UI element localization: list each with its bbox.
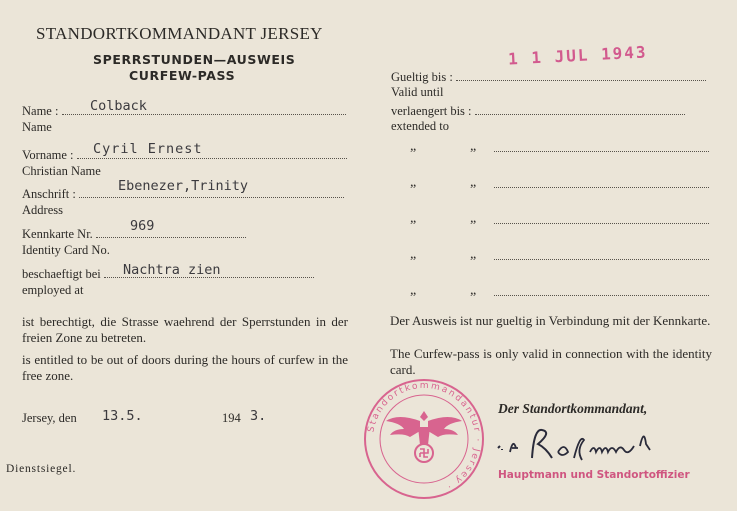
beschaeftigt-english: employed at [22,283,84,297]
validity-note-english: The Curfew-pass is only valid in connection with the identity card. [390,346,712,377]
svg-text:Standortkommandantur · Jersey: Standortkommandantur · Jersey · [366,380,483,492]
extended-to-english: extended to [391,119,449,133]
extension-dotted-line [494,295,709,296]
ditto-mark: „ [470,175,477,190]
ditto-mark: „ [410,175,417,190]
ditto-mark: „ [410,283,417,298]
ditto-mark: „ [410,139,417,154]
name-value: Colback [90,98,147,114]
place-label: Jersey, den [22,411,77,425]
extension-dotted-line [494,151,709,152]
name-label: Name : [22,104,59,118]
commandant-signature-heading: Der Standortkommandant, [498,401,648,416]
year-digit: 3. [250,408,267,424]
year-prefix: 194 [222,411,241,425]
ditto-mark: „ [470,139,477,154]
ditto-mark: „ [470,283,477,298]
vorname-value: Cyril Ernest [93,141,203,157]
validity-note-german: Der Ausweis ist nur gueltig in Verbindung mit der Kennkarte. [390,313,711,328]
subtitle-german: SPERRSTUNDEN—AUSWEIS [93,52,296,67]
kennkarte-english: Identity Card No. [22,243,110,257]
entitlement-english: is entitled to be out of doors during the hours of curfew in the free zone. [22,352,348,383]
beschaeftigt-value: Nachtra zien [123,262,221,278]
verlaengert-dotted-line [475,104,685,115]
beschaeftigt-label: beschaeftigt bei [22,267,101,281]
kennkarte-value: 969 [130,218,155,234]
kennkarte-label: Kennkarte Nr. [22,227,93,241]
commandant-title: STANDORTKOMMANDANT JERSEY [36,24,323,43]
ditto-mark: „ [410,211,417,226]
handwritten-signature [490,418,690,468]
vorname-english: Christian Name [22,164,101,178]
issue-date: 13.5. [102,408,143,424]
ditto-mark: „ [470,247,477,262]
official-eagle-seal-icon [362,377,486,501]
verlaengert-label: verlaengert bis : [391,104,472,118]
valid-until-english: Valid until [391,85,444,99]
subtitle-english: CURFEW-PASS [129,68,236,83]
name-english: Name [22,120,52,134]
anschrift-label: Anschrift : [22,187,76,201]
officer-position-stamp: Hauptmann und Standortoffizier [498,469,690,481]
verlaengert-row [391,104,685,119]
gueltig-dotted-line [456,70,706,81]
extension-dotted-line [494,223,709,224]
validity-date-stamp: 1 1 JUL 1943 [507,42,648,69]
gueltig-label: Gueltig bis : [391,70,453,84]
extension-dotted-line [494,259,709,260]
vorname-label: Vorname : [22,148,74,162]
ditto-mark: „ [410,247,417,262]
anschrift-value: Ebenezer,Trinity [118,178,249,194]
anschrift-english: Address [22,203,63,217]
dienstsiegel-label: Dienstsiegel. [6,463,77,475]
extension-dotted-line [494,187,709,188]
kennkarte-dotted-line [96,227,246,238]
ditto-mark: „ [470,211,477,226]
entitlement-german: ist berechtigt, die Strasse waehrend der Sperrstunden in der freien Zone zu betreten. [22,314,348,345]
name-row [22,104,346,119]
gueltig-row [391,70,706,85]
